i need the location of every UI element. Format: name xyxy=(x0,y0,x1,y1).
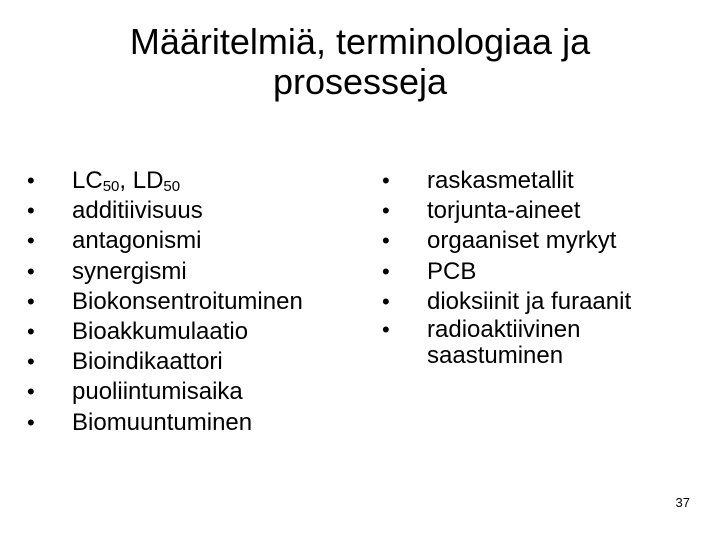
list-item-label: puoliintumisaika xyxy=(72,378,243,406)
list-item xyxy=(27,257,303,287)
bullet-icon: • xyxy=(27,228,35,254)
list-item-label: synergismi xyxy=(72,257,187,285)
lc50-label: LC xyxy=(72,167,103,194)
bullet-icon: • xyxy=(27,319,35,345)
slide-title-line-1: Määritelmiä, terminologiaa ja xyxy=(129,21,591,62)
list-item-label: Biomuuntuminen xyxy=(72,408,253,436)
list-item-label: raskasmetallit xyxy=(427,167,574,194)
list-item-label: radioaktiivinen saastuminen xyxy=(427,316,581,370)
list-item xyxy=(382,287,647,317)
list-item-label: Bioakkumulaatio xyxy=(72,318,249,346)
bullet-icon: • xyxy=(382,198,390,224)
list-item xyxy=(27,166,303,196)
bullet-icon: • xyxy=(27,409,35,435)
bullet-icon: • xyxy=(27,379,35,405)
lc50-subscript: 50 xyxy=(102,178,120,195)
list-item xyxy=(382,226,647,256)
list-item xyxy=(382,166,647,196)
bullet-icon: • xyxy=(382,228,390,254)
list-item xyxy=(27,347,303,377)
list-item-label: antagonismi xyxy=(72,227,202,255)
list-item xyxy=(27,317,303,347)
list-item xyxy=(27,287,303,317)
left-bullet-list xyxy=(27,166,303,438)
right-bullet-list xyxy=(382,166,647,369)
list-item xyxy=(27,196,303,226)
page-number: 37 xyxy=(675,495,690,510)
list-item xyxy=(382,257,647,287)
bullet-icon: • xyxy=(27,288,35,314)
bullet-icon: • xyxy=(382,168,390,193)
item-separator: , xyxy=(119,167,133,194)
slide-title-line-2: prosesseja xyxy=(272,61,448,103)
ld50-subscript: 50 xyxy=(163,178,181,195)
bullet-icon: • xyxy=(382,288,390,314)
bullet-icon: • xyxy=(382,317,390,343)
list-item-label: PCB xyxy=(427,257,477,285)
list-item-label: orgaaniset myrkyt xyxy=(427,227,617,255)
ld50-label: LD xyxy=(132,167,164,194)
list-item-label: Biokonsentroituminen xyxy=(72,287,303,315)
list-item xyxy=(382,196,647,226)
slide-title xyxy=(60,22,660,103)
bullet-icon: • xyxy=(27,258,35,284)
list-item-label: dioksiinit ja furaanit xyxy=(427,287,632,315)
bullet-icon: • xyxy=(27,168,35,193)
list-item xyxy=(27,377,303,407)
bullet-icon: • xyxy=(27,349,35,375)
list-item-label: torjunta-aineet xyxy=(427,197,581,225)
list-item-label: additiivisuus xyxy=(72,197,203,225)
list-item xyxy=(27,226,303,256)
list-item-label: Bioindikaattori xyxy=(72,348,223,376)
bullet-icon: • xyxy=(27,198,35,224)
bullet-icon: • xyxy=(382,258,390,284)
list-item xyxy=(27,408,303,438)
list-item xyxy=(382,317,647,369)
